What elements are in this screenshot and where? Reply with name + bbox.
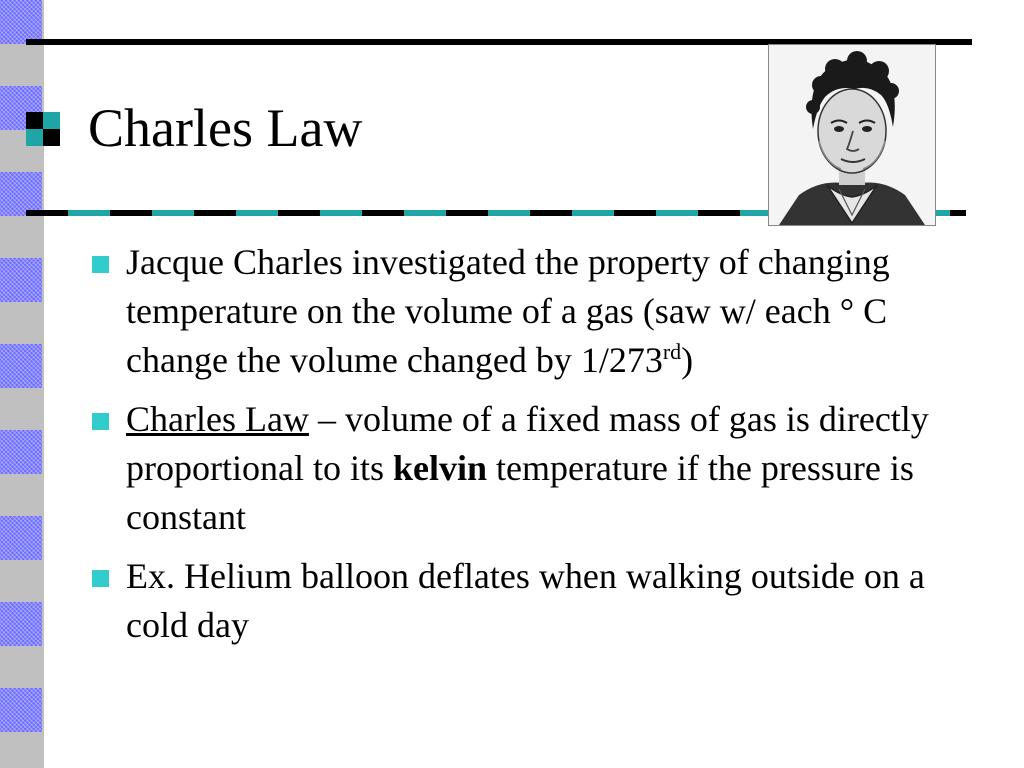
bullet-3-text: Ex. Helium balloon deflates when walking outside on a cold day <box>126 556 925 645</box>
bullet-2-term: Charles Law <box>126 399 309 439</box>
sidebar-block <box>0 516 42 560</box>
portrait-image <box>768 44 936 226</box>
sidebar-block <box>0 0 42 44</box>
sidebar-block <box>0 430 42 474</box>
slide-title: Charles Law <box>88 98 363 158</box>
bullet-item-3 <box>90 552 940 650</box>
bullet-square-icon <box>92 413 109 430</box>
bullet-list <box>90 238 940 660</box>
bullet-square-icon <box>92 256 109 273</box>
sidebar-block <box>0 602 42 646</box>
title-bullet-icon <box>26 112 60 146</box>
sidebar-block <box>0 258 42 302</box>
sidebar-block <box>0 344 42 388</box>
bullet-1-superscript: rd <box>662 339 682 364</box>
bullet-2-middle: – volume of a fixed mass of gas is directly proportional to its <box>126 399 929 488</box>
bullet-item-2 <box>90 395 940 542</box>
portrait-illustration <box>769 45 935 225</box>
bullet-1-tail: ) <box>681 340 694 380</box>
bullet-2-bold: kelvin <box>392 448 488 488</box>
sidebar-block <box>0 688 42 732</box>
bullet-item-1 <box>90 238 940 385</box>
bullet-1-text: Jacque Charles investigated the property of changing temperature on the volume of a gas (saw w/ each ° C change the volume changed by 1/273 <box>126 242 890 380</box>
bullet-2-tail: temperature if the pressure is constant <box>126 448 914 537</box>
bullet-square-icon <box>92 570 109 587</box>
